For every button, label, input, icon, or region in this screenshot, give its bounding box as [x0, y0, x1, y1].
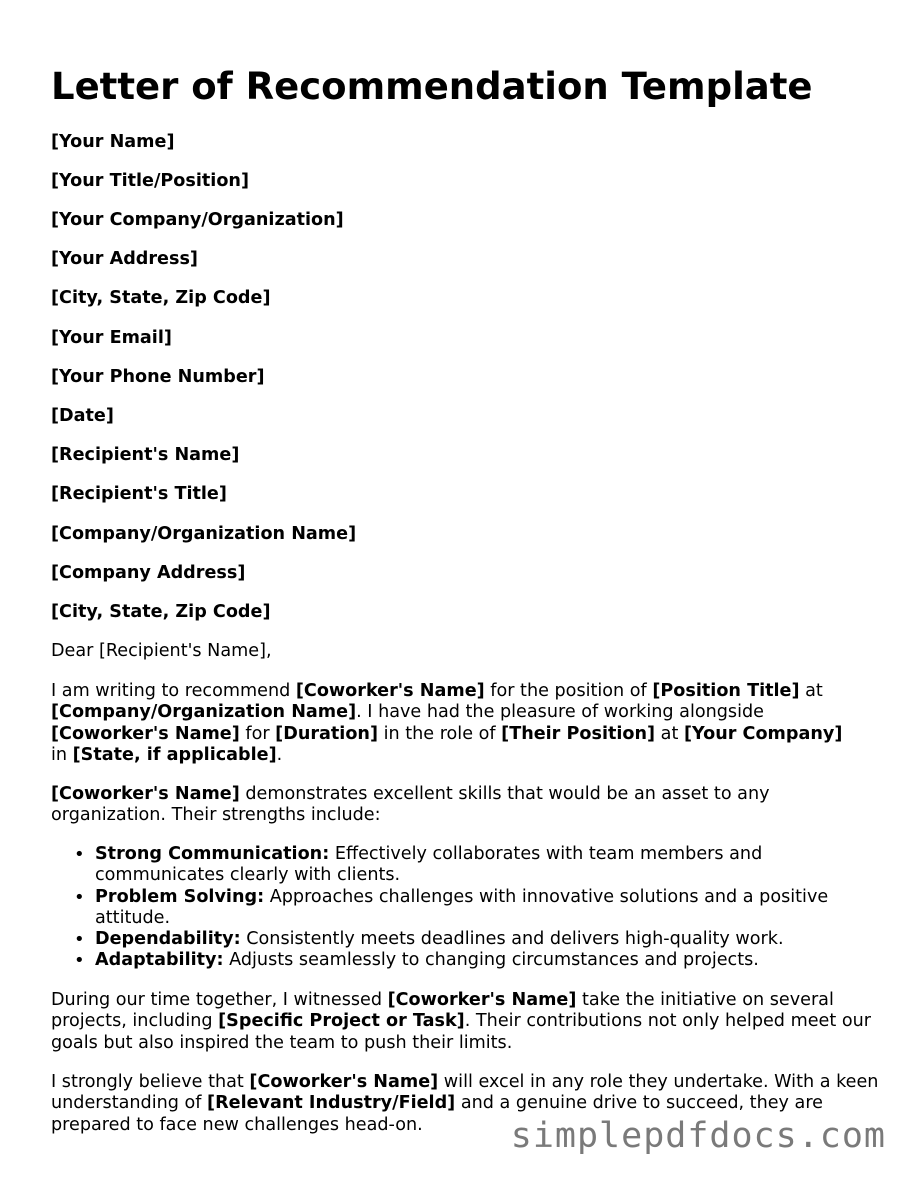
coworker-name-placeholder: [Coworker's Name] — [387, 990, 577, 1010]
sender-email: [Your Email] — [51, 328, 172, 348]
company-name-placeholder: [Company/Organization Name] — [51, 702, 357, 723]
duration-placeholder: [Duration] — [275, 723, 378, 744]
initiative-paragraph: During our time together, I witnessed [Coworker's Name] take the initiative on several projects, including [Specific Project or Task]. Their contributions not only helped meet our goals but also inspired the team to push their limits. — [51, 990, 871, 1053]
page-title: Letter of Recommendation Template — [51, 65, 813, 108]
state-placeholder: [State, if applicable] — [72, 744, 277, 765]
letter-date: [Date] — [51, 406, 114, 426]
intro-paragraph: I am writing to recommend [Coworker's Name] for the position of [Position Title] at [Company/Organization Name]. I have had the pleasure of working alongside [Coworker's Name] for [Duration] in the role of [Their Position] at [Your Company] in [State, if applicable]. — [51, 681, 843, 765]
sender-title: [Your Title/Position] — [51, 171, 249, 191]
list-item: • Strong Communication: Effectively collaborates with team members and communicates clearly with clients. — [51, 844, 881, 887]
sender-phone: [Your Phone Number] — [51, 367, 265, 387]
salutation: Dear [Recipient's Name], — [51, 641, 272, 661]
coworker-name-placeholder: [Coworker's Name] — [51, 784, 240, 804]
industry-placeholder: [Relevant Industry/Field] — [207, 1093, 456, 1114]
recipient-name: [Recipient's Name] — [51, 445, 240, 465]
strengths-intro-paragraph: [Coworker's Name] demonstrates excellent skills that would be an asset to any organization. Their strengths include: — [51, 784, 770, 826]
sender-city-state-zip: [City, State, Zip Code] — [51, 288, 271, 308]
your-company-placeholder: [Your Company] — [683, 723, 843, 744]
coworker-name-placeholder: [Coworker's Name] — [295, 681, 485, 701]
recipient-title: [Recipient's Title] — [51, 484, 227, 504]
recipient-company: [Company/Organization Name] — [51, 524, 357, 544]
project-placeholder: [Specific Project or Task] — [218, 1011, 465, 1032]
coworker-name-placeholder: [Coworker's Name] — [51, 723, 240, 744]
coworker-name-placeholder: [Coworker's Name] — [249, 1072, 439, 1092]
list-item: • Problem Solving: Approaches challenges with innovative solutions and a positive attitude. — [51, 887, 881, 930]
sender-company: [Your Company/Organization] — [51, 210, 344, 230]
strengths-list — [51, 844, 881, 972]
sender-address: [Your Address] — [51, 249, 198, 269]
sender-name: [Your Name] — [51, 132, 175, 152]
list-item: • Adaptability: Adjusts seamlessly to changing circumstances and projects. — [51, 950, 881, 971]
recipient-city-state-zip: [City, State, Zip Code] — [51, 602, 271, 622]
closing-paragraph: I strongly believe that [Coworker's Name] will excel in any role they undertake. With a keen understanding of [Relevant Industry/Field] and a genuine drive to succeed, they are prepared to face new challenges head-on. — [51, 1072, 879, 1135]
position-title-placeholder: [Position Title] — [652, 681, 800, 701]
their-position-placeholder: [Their Position] — [501, 723, 656, 744]
list-item: • Dependability: Consistently meets deadlines and delivers high-quality work. — [51, 929, 881, 950]
recipient-address: [Company Address] — [51, 563, 246, 583]
watermark: simplepdfdocs.com — [510, 1116, 886, 1156]
